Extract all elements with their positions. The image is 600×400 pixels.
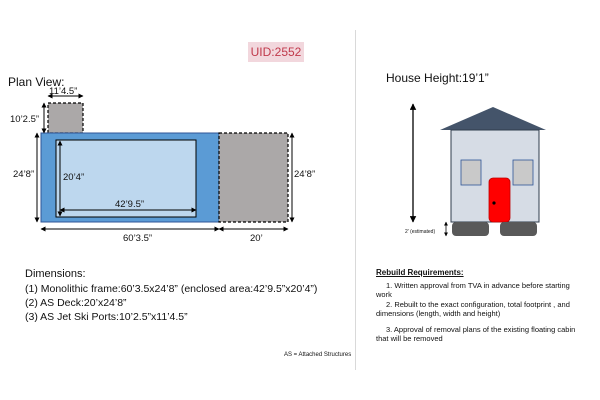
rebuild-requirement-1-text: 1. Written approval from TVA in advance before starting work — [376, 281, 570, 299]
jet-ski-depth-label: 10’2.5” — [10, 114, 40, 125]
deck-depth-label: 24’8” — [294, 169, 316, 180]
right-float — [500, 222, 537, 236]
house-door — [489, 178, 510, 222]
house-roof — [440, 107, 546, 130]
deck — [219, 133, 288, 222]
rebuild-requirement-2 — [376, 300, 576, 318]
rebuild-requirement-1 — [376, 281, 576, 299]
dimension-item-frame: (1) Monolithic frame:60’3.5x24’8” (enclosed area:42’9.5”x20’4”) — [25, 283, 318, 295]
door-knob — [492, 201, 495, 204]
left-float — [452, 222, 489, 236]
rebuild-requirements-title: Rebuild Requirements: — [376, 268, 464, 277]
enclosed-depth-label: 20’4” — [63, 172, 85, 183]
frame-width-label: 60’3.5” — [123, 233, 153, 244]
deck-width-label: 20’ — [250, 233, 263, 244]
rebuild-requirement-3 — [376, 325, 576, 343]
dimensions-title: Dimensions: — [25, 268, 86, 280]
house-left-window — [461, 160, 481, 185]
frame-depth-label: 24’8” — [13, 169, 35, 180]
jet-ski-width-label: 11’4.5” — [49, 86, 78, 97]
dimension-item-deck: (2) AS Deck:20’x24’8” — [25, 297, 127, 309]
house-right-window — [513, 160, 533, 185]
estimated-label: 2’ (estimated) — [405, 229, 436, 235]
plan-view-title: Plan View: — [8, 75, 65, 89]
rebuild-requirement-2-text: 2. Rebuilt to the exact configuration, total footprint , and dimensions (length, width and height) — [376, 300, 570, 318]
uid-badge: UID:2552 — [248, 42, 304, 62]
house-height-title: House Height:19’1” — [386, 71, 489, 85]
jet-ski-port — [48, 103, 83, 133]
rebuild-requirement-3-text: 3. Approval of removal plans of the existing floating cabin that will be removed — [376, 325, 576, 343]
enclosed-width-label: 42’9.5” — [115, 199, 145, 210]
dimension-item-jet-ski: (3) AS Jet Ski Ports:10’2.5”x11’4.5” — [25, 311, 188, 323]
as-note: AS = Attached Structures — [284, 352, 352, 358]
